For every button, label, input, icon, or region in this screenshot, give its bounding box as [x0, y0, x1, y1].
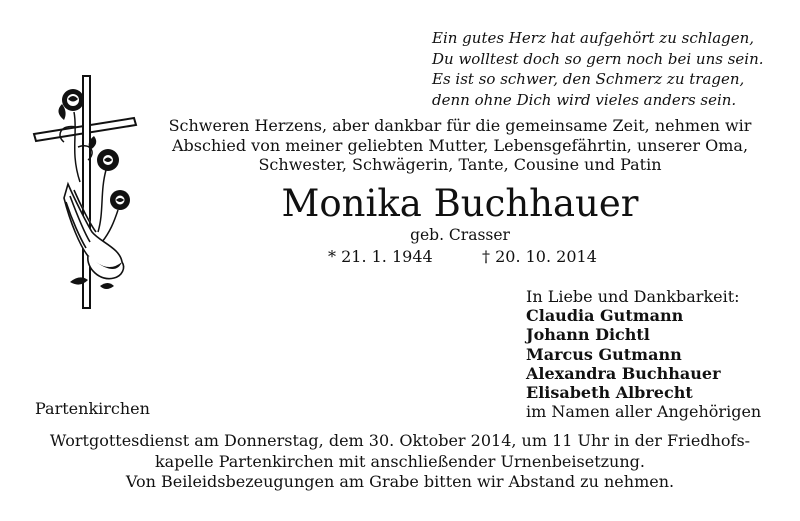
service-notice: [20, 431, 780, 493]
place-name: Partenkirchen: [35, 399, 150, 418]
maiden-name: geb. Crasser: [410, 226, 510, 244]
mourners-closing: im Namen aller Angehörigen: [526, 402, 762, 422]
death-date: † 20. 10. 2014: [482, 247, 597, 266]
intro-line: Schweren Herzens, aber dankbar für die gemeinsame Zeit, nehmen wir: [168, 116, 752, 135]
intro-line: Abschied von meiner geliebten Mutter, Lebensgefährtin, unserer Oma,: [171, 135, 749, 155]
service-line: Wortgottesdienst am Donnerstag, dem 30. Oktober 2014, um 11 Uhr in der Friedhofs-: [49, 431, 751, 450]
mourner-name: Elisabeth Albrecht: [526, 383, 693, 403]
mourner-name: Claudia Gutmann: [526, 306, 684, 326]
service-line: kapelle Partenkirchen mit anschließender Urnenbeisetzung.: [154, 451, 645, 471]
deceased-name: Monika Buchhauer: [281, 182, 639, 225]
cross-roses-praying-hands-icon: [30, 72, 142, 322]
poem-line: Du wolltest doch so gern noch bei uns sein.: [432, 49, 764, 68]
birth-date: * 21. 1. 1944: [328, 247, 433, 266]
intro-line: Schwester, Schwägerin, Tante, Cousine und Patin: [258, 155, 662, 174]
poem: [432, 28, 772, 110]
service-line: Von Beileidsbezeugungen am Grabe bitten wir Abstand zu nehmen.: [125, 472, 675, 491]
mourner-name: Johann Dichtl: [526, 325, 650, 345]
mourners-block: [526, 287, 796, 421]
mourners-heading: In Liebe und Dankbarkeit:: [526, 287, 740, 306]
poem-line: Es ist so schwer, den Schmerz zu tragen,: [432, 70, 745, 88]
poem-line: Ein gutes Herz hat aufgehört zu schlagen,: [432, 29, 755, 47]
poem-line: denn ohne Dich wird vieles anders sein.: [432, 90, 737, 109]
mourner-name: Alexandra Buchhauer: [526, 363, 721, 383]
intro-text: [150, 116, 770, 175]
mourner-name: Marcus Gutmann: [526, 344, 682, 364]
